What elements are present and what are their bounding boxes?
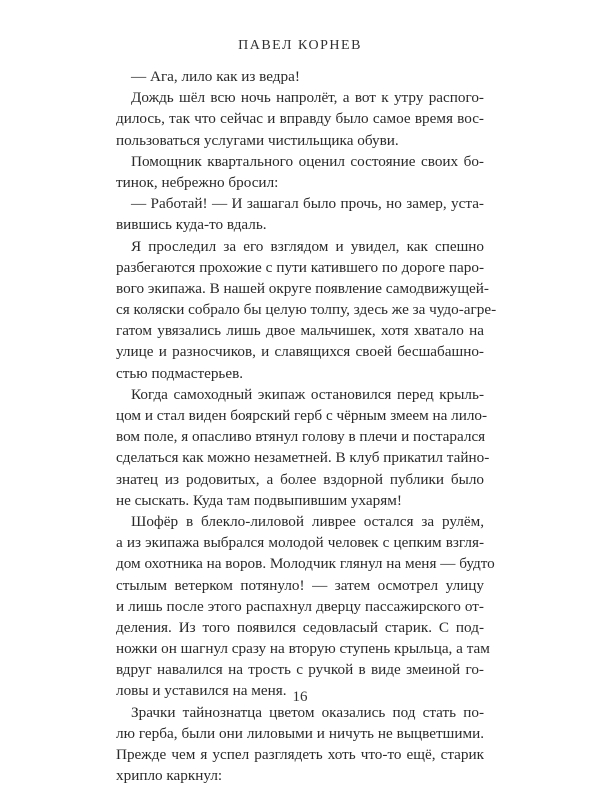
text-line: знатец из родовитых, а более вздорной публики было	[116, 470, 484, 488]
page-number: 16	[292, 689, 308, 705]
text-line: дом охотника на воров. Молодчик глянул на меня — будто	[116, 555, 495, 573]
text-line: ножки он шагнул сразу на вторую ступень крыльца, а там	[116, 640, 490, 658]
text-line: деления. Из того появился седовласый старик. С под-	[116, 618, 484, 636]
text-line: цом и стал виден боярский герб с чёрным змеем на лило-	[116, 407, 488, 424]
text-line: не сыскать. Куда там подвыпившим ухарям!	[116, 491, 402, 509]
text-line: разбегаются прохожие с пути катившего по дороге паро-	[116, 258, 484, 276]
text-line: гатом увязались лишь двое мальчишек, хотя хватало на	[116, 322, 484, 340]
text-line: ся коляски собрало бы целую толпу, здесь же за чудо-агре-	[116, 301, 497, 319]
text-line: — Работай! — И зашагал было прочь, но замер, уста-	[131, 195, 484, 213]
text-line: — Ага, лило как из ведра!	[131, 68, 300, 85]
text-line: стылым ветерком потянуло! — затем осмотрел улицу	[116, 576, 484, 594]
text-line: хрипло каркнул:	[116, 767, 223, 785]
text-line: а из экипажа выбрался молодой человек с цепким взгля-	[116, 534, 484, 552]
text-line: улице и разносчиков, и славящихся своей бесшабашно-	[116, 343, 484, 361]
text-line: Дождь шёл всю ночь напролёт, а вот к утру распого-	[131, 89, 484, 107]
text-line: Зрачки тайнознатца цветом оказались под стать по-	[131, 703, 484, 721]
text-line: вившись куда-то вдаль.	[116, 216, 267, 234]
text-line: вом поле, я опасливо втянул голову в плечи и постарался	[116, 428, 486, 446]
text-line: лю герба, были они лиловыми и ничуть не выцветшими.	[116, 724, 484, 742]
body-text	[116, 66, 497, 786]
text-line: пользоваться услугами чистильщика обуви.	[116, 131, 399, 149]
text-line: стью подмастерьев.	[116, 364, 244, 382]
text-line: вого экипажа. В нашей округе появление самодвижущей-	[116, 279, 489, 297]
text-line: тинок, небрежно бросил:	[116, 173, 279, 191]
text-line: Я проследил за его взглядом и увидел, как спешно	[131, 237, 484, 255]
text-line: Когда самоходный экипаж остановился перед крыль-	[131, 385, 484, 403]
text-line: и лишь после этого распахнул дверцу пассажирского от-	[116, 597, 484, 615]
text-line: Шофёр в блекло-лиловой ливрее остался за рулём,	[131, 512, 484, 530]
text-line: Прежде чем я успел разглядеть хоть что-то ещё, старик	[116, 746, 484, 763]
text-line: дилось, так что сейчас и вправду было самое время вос-	[116, 110, 484, 128]
running-head: ПАВЕЛ КОРНЕВ	[238, 38, 362, 53]
text-line: сделаться как можно незаметней. В клуб прикатил тайно-	[116, 449, 490, 467]
text-line: Помощник квартального оценил состояние своих бо-	[131, 152, 484, 170]
text-line: ловы и уставился на меня.	[116, 682, 287, 700]
text-line: вдруг навалился на трость с ручкой в виде змеиной го-	[116, 661, 484, 679]
